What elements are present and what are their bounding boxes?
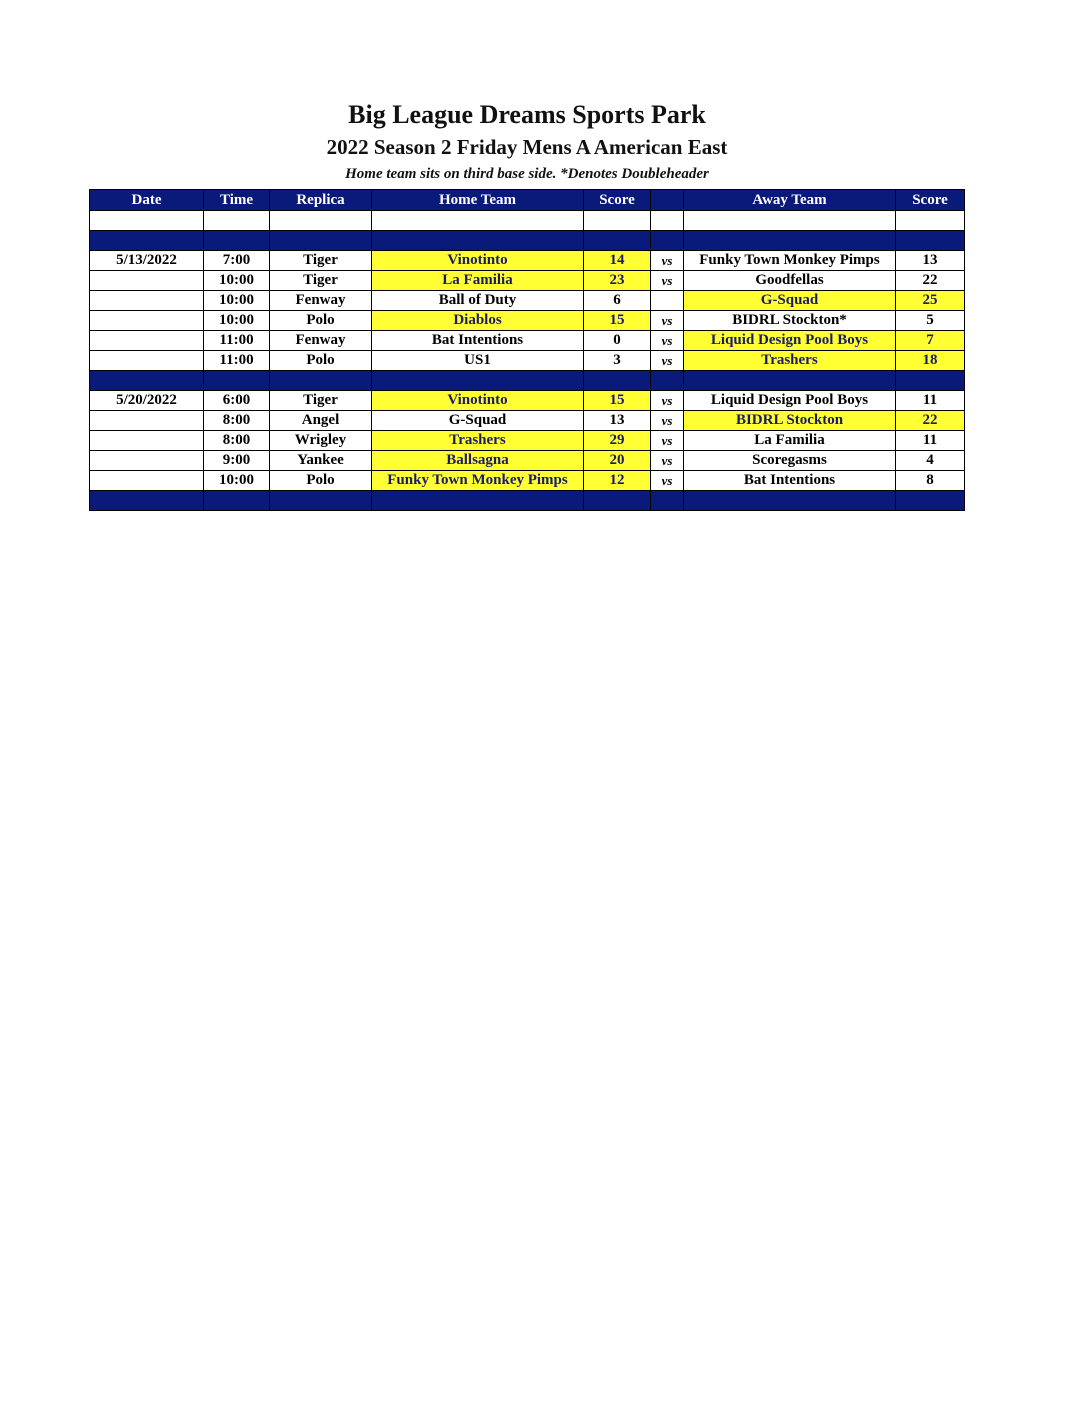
- field-replica: Tiger: [270, 251, 372, 271]
- separator-band: [90, 491, 965, 511]
- field-replica: Tiger: [270, 391, 372, 411]
- away-team: Bat Intentions: [684, 471, 896, 491]
- column-header-replica: Replica: [270, 190, 372, 211]
- column-header-time: Time: [204, 190, 270, 211]
- home-team: Ball of Duty: [372, 291, 584, 311]
- page-title: Big League Dreams Sports Park: [348, 100, 706, 129]
- away-score: 25: [896, 291, 965, 311]
- home-score: 0: [584, 331, 651, 351]
- schedule-note: Home team sits on third base side. *Denotes Doubleheader: [345, 166, 709, 182]
- away-score: 5: [896, 311, 965, 331]
- column-header-home-team: Home Team: [372, 190, 584, 211]
- home-score: 23: [584, 271, 651, 291]
- game-date: [90, 451, 204, 471]
- versus-label: vs: [651, 351, 684, 371]
- table-row: [90, 391, 965, 411]
- away-score: 13: [896, 251, 965, 271]
- page-subtitle: 2022 Season 2 Friday Mens A American East: [326, 135, 728, 159]
- game-date: [90, 411, 204, 431]
- game-time: 10:00: [204, 271, 270, 291]
- away-team: La Familia: [684, 431, 896, 451]
- game-date: [90, 331, 204, 351]
- game-time: 9:00: [204, 451, 270, 471]
- game-time: 10:00: [204, 311, 270, 331]
- versus-label: vs: [651, 431, 684, 451]
- home-team: Diablos: [372, 311, 584, 331]
- away-team: Liquid Design Pool Boys: [684, 391, 896, 411]
- separator-band: [90, 371, 965, 391]
- away-team: BIDRL Stockton*: [684, 311, 896, 331]
- table-row: [90, 291, 965, 311]
- away-team: BIDRL Stockton: [684, 411, 896, 431]
- table-row: [90, 411, 965, 431]
- field-replica: Angel: [270, 411, 372, 431]
- game-time: 8:00: [204, 411, 270, 431]
- table-row: [90, 331, 965, 351]
- home-score: 6: [584, 291, 651, 311]
- versus-label: vs: [651, 311, 684, 331]
- home-score: 29: [584, 431, 651, 451]
- game-date: [90, 271, 204, 291]
- game-date: [90, 471, 204, 491]
- away-team: Funky Town Monkey Pimps: [684, 251, 896, 271]
- table-row: [90, 271, 965, 291]
- home-team: La Familia: [372, 271, 584, 291]
- away-team: Liquid Design Pool Boys: [684, 331, 896, 351]
- home-score: 3: [584, 351, 651, 371]
- schedule-table: [89, 189, 965, 511]
- away-score: 11: [896, 391, 965, 411]
- away-score: 11: [896, 431, 965, 451]
- field-replica: Tiger: [270, 271, 372, 291]
- column-header-date: Date: [90, 190, 204, 211]
- away-team: Scoregasms: [684, 451, 896, 471]
- column-header-away-score: Score: [896, 190, 965, 211]
- table-row: [90, 251, 965, 271]
- away-score: 18: [896, 351, 965, 371]
- home-score: 14: [584, 251, 651, 271]
- game-time: 10:00: [204, 471, 270, 491]
- game-date: 5/13/2022: [90, 251, 204, 271]
- versus-label: vs: [651, 331, 684, 351]
- versus-label: vs: [651, 471, 684, 491]
- game-date: 5/20/2022: [90, 391, 204, 411]
- field-replica: Yankee: [270, 451, 372, 471]
- away-score: 8: [896, 471, 965, 491]
- home-team: Funky Town Monkey Pimps: [372, 471, 584, 491]
- field-replica: Polo: [270, 471, 372, 491]
- table-row: [90, 311, 965, 331]
- game-date: [90, 311, 204, 331]
- column-header-away-team: Away Team: [684, 190, 896, 211]
- game-date: [90, 351, 204, 371]
- away-score: 22: [896, 271, 965, 291]
- field-replica: Wrigley: [270, 431, 372, 451]
- home-score: 15: [584, 311, 651, 331]
- table-row: [90, 471, 965, 491]
- schedule-body: [90, 211, 965, 511]
- versus-label: vs: [651, 451, 684, 471]
- home-team: Trashers: [372, 431, 584, 451]
- blank-row: [90, 211, 965, 231]
- home-team: Vinotinto: [372, 391, 584, 411]
- separator-band: [90, 231, 965, 251]
- home-score: 15: [584, 391, 651, 411]
- versus-label: vs: [651, 251, 684, 271]
- home-team: G-Squad: [372, 411, 584, 431]
- field-replica: Fenway: [270, 331, 372, 351]
- home-team: Bat Intentions: [372, 331, 584, 351]
- field-replica: Polo: [270, 351, 372, 371]
- home-score: 12: [584, 471, 651, 491]
- game-time: 10:00: [204, 291, 270, 311]
- away-score: 7: [896, 331, 965, 351]
- column-header-vs: [651, 190, 684, 211]
- versus-label: vs: [651, 391, 684, 411]
- away-score: 4: [896, 451, 965, 471]
- field-replica: Polo: [270, 311, 372, 331]
- table-row: [90, 451, 965, 471]
- game-time: 11:00: [204, 331, 270, 351]
- game-time: 8:00: [204, 431, 270, 451]
- versus-label: [651, 291, 684, 311]
- home-score: 13: [584, 411, 651, 431]
- game-time: 7:00: [204, 251, 270, 271]
- game-time: 11:00: [204, 351, 270, 371]
- game-date: [90, 431, 204, 451]
- table-row: [90, 351, 965, 371]
- versus-label: vs: [651, 411, 684, 431]
- home-score: 20: [584, 451, 651, 471]
- home-team: Ballsagna: [372, 451, 584, 471]
- table-row: [90, 431, 965, 451]
- game-time: 6:00: [204, 391, 270, 411]
- game-date: [90, 291, 204, 311]
- column-header-home-score: Score: [584, 190, 651, 211]
- away-team: Goodfellas: [684, 271, 896, 291]
- home-team: Vinotinto: [372, 251, 584, 271]
- away-score: 22: [896, 411, 965, 431]
- away-team: Trashers: [684, 351, 896, 371]
- header-row: [90, 190, 965, 211]
- home-team: US1: [372, 351, 584, 371]
- field-replica: Fenway: [270, 291, 372, 311]
- away-team: G-Squad: [684, 291, 896, 311]
- versus-label: vs: [651, 271, 684, 291]
